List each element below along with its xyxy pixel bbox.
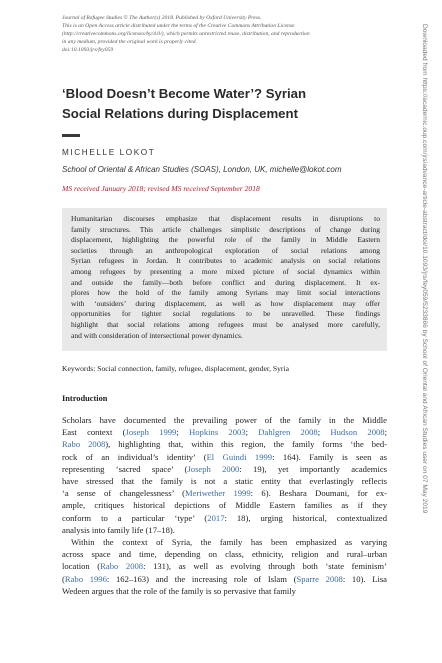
citation-link[interactable]: Joseph 2000 xyxy=(187,463,240,474)
licence-line: Journal of Refugee Studies © The Author(s) 2018. Published by Oxford University Press. xyxy=(62,15,262,21)
body-text-run: representing ‘sacred space’ ( xyxy=(62,463,188,474)
citation-link[interactable]: 2017 xyxy=(207,512,225,523)
author-name: MICHELLE LOKOT xyxy=(62,148,156,157)
abstract-line: and outside the family—both before conflict and during displacement. It ex- xyxy=(71,277,380,287)
body-text-run: Wedeen argues that the role of the family is so pervasive that family xyxy=(62,585,296,596)
body-text-run: : 19), yet importantly academics xyxy=(239,463,387,474)
abstract-text xyxy=(71,214,380,341)
title-line: Social Relations during Displacement xyxy=(62,106,298,121)
abstract-line: displacement, highlighting the powerful role of the family in Middle Eastern xyxy=(71,235,380,245)
body-text xyxy=(62,414,387,597)
citation-link[interactable]: El Guindi 1999 xyxy=(206,451,273,462)
citation-link[interactable]: Meriwether 1999 xyxy=(185,488,251,499)
body-text-run: across space and time, depending on class, ethnicity, religion and rural–urban xyxy=(62,549,387,560)
abstract-line: with ‘outsiders’ during displacement, as well as how displacement may offer xyxy=(71,298,380,308)
body-line xyxy=(62,487,387,499)
body-text-run: ( xyxy=(62,573,65,584)
body-line xyxy=(62,512,387,524)
body-text-run: analysis into family life (17–18). xyxy=(62,524,175,535)
citation-link[interactable]: Sparre 2008 xyxy=(296,573,343,584)
body-line xyxy=(62,560,387,572)
abstract-line: Syrian refugees in Jordan. It contributes to academic analysis on social relations xyxy=(71,256,380,266)
body-text-run: ; xyxy=(317,427,331,438)
body-line xyxy=(62,426,387,438)
abstract-line: among refugees by presenting a more mixed picture of social dynamics within xyxy=(71,266,380,276)
body-text-run: ; xyxy=(176,427,190,438)
body-text-run: ; xyxy=(384,427,387,438)
body-text-run: : 10). Lisa xyxy=(342,573,387,584)
body-text-run: ‘a sense of changelessness’ ( xyxy=(62,488,186,499)
body-line xyxy=(62,536,387,548)
body-text-run: Scholars have documented the prevailing power of the family in the Middle xyxy=(62,415,387,425)
licence-line: This is an Open Access article distributed under the terms of the Creative Commons Attribution License xyxy=(62,22,295,29)
body-text-run: : 6). Beshara Doumani, for ex- xyxy=(250,488,387,499)
abstract-box xyxy=(62,208,387,351)
body-text-run: Within the context of Syria, the family has been emphasized as varying xyxy=(71,537,387,548)
body-text-run: conform to a particular ‘type’ ( xyxy=(62,512,208,523)
licence-line: in any medium, provided the original work is properly cited. xyxy=(62,38,197,45)
doi-line: doi:10.1093/jrs/fey059 xyxy=(62,46,114,53)
abstract-line: Humanitarian discourses emphasize that displacement results in disruptions to xyxy=(71,214,380,223)
section-heading-introduction: Introduction xyxy=(62,394,108,403)
body-text-run: ; xyxy=(245,427,259,438)
licence-block xyxy=(62,15,387,55)
body-line xyxy=(62,451,387,463)
body-text-run: ), highlighting that, within this region, the family forms ‘the bed- xyxy=(105,439,387,450)
abstract-line: highlight that social relations among refugees must be analysed more carefully, xyxy=(71,319,380,329)
body-line xyxy=(62,573,387,585)
body-text-run: : 131), as well as evolving through both ‘state feminism’ xyxy=(143,561,387,572)
body-line xyxy=(62,475,387,487)
body-line xyxy=(62,414,387,426)
body-text-run: : 162–163) and the increasing role of Islam ( xyxy=(106,573,297,584)
body-text-run: ample, critiques historical depictions of Middle Eastern families as if they xyxy=(62,500,387,511)
abstract-line: societies through an anthropological exploration of social relations among xyxy=(71,245,380,255)
body-line xyxy=(62,524,387,536)
body-line xyxy=(62,438,387,450)
body-text-run: : 18), urging historical, contextualized xyxy=(224,512,387,523)
author-affiliation: School of Oriental & African Studies (SOAS), London, UK, michelle@lokot.com xyxy=(62,165,342,174)
citation-link[interactable]: Rabo 1996 xyxy=(64,573,107,584)
abstract-line: plores how the hold of the family among Syrians may limit social interactions xyxy=(71,288,380,298)
body-text-run: have stressed that the family is not a static entity that everlastingly reflects xyxy=(62,476,387,487)
body-line xyxy=(62,499,387,511)
article-title xyxy=(62,84,392,124)
citation-link[interactable]: Hopkins 2003 xyxy=(189,427,246,438)
citation-link[interactable]: Hudson 2008 xyxy=(330,427,385,438)
citation-link[interactable]: Rabo 2008 xyxy=(62,439,106,450)
keywords: Keywords: Social connection, family, refugee, displacement, gender, Syria xyxy=(62,364,289,373)
body-text-run: rock of an individual’s identity’ ( xyxy=(62,451,207,462)
body-text-run: location ( xyxy=(62,561,101,572)
body-line xyxy=(62,548,387,560)
abstract-line: family structures. This article challenges simplistic descriptions of change during xyxy=(71,224,380,234)
citation-link[interactable]: Joseph 1999 xyxy=(125,427,177,438)
title-divider xyxy=(62,134,80,137)
title-line: ‘Blood Doesn’t Become Water’? Syrian xyxy=(62,86,307,101)
body-line xyxy=(62,463,387,475)
abstract-line: opportunities for tighter social regulations to be unravelled. These findings xyxy=(71,309,380,319)
citation-link[interactable]: Rabo 2008 xyxy=(100,561,144,572)
received-dates: MS received January 2018; revised MS received September 2018 xyxy=(62,184,260,193)
citation-link[interactable]: Dahlgren 2008 xyxy=(258,427,318,438)
download-watermark: Downloaded from https://academic.oup.com/jrs/advance-article-abstract/doi/10.1093/jrs/fey059/5233866 by School of Oriental and African Studies user on 07 May 2019 xyxy=(421,24,428,514)
abstract-line: and with consideration of intersectional power dynamics. xyxy=(71,330,243,340)
licence-line: (http://creativecommons.org/licenses/by/4.0/), which permits unrestricted reuse, distribution, and reproduction xyxy=(62,30,310,37)
body-line xyxy=(62,585,387,597)
body-text-run: : 164). Family is seen as xyxy=(272,451,387,462)
body-text-run: East context ( xyxy=(62,427,126,438)
